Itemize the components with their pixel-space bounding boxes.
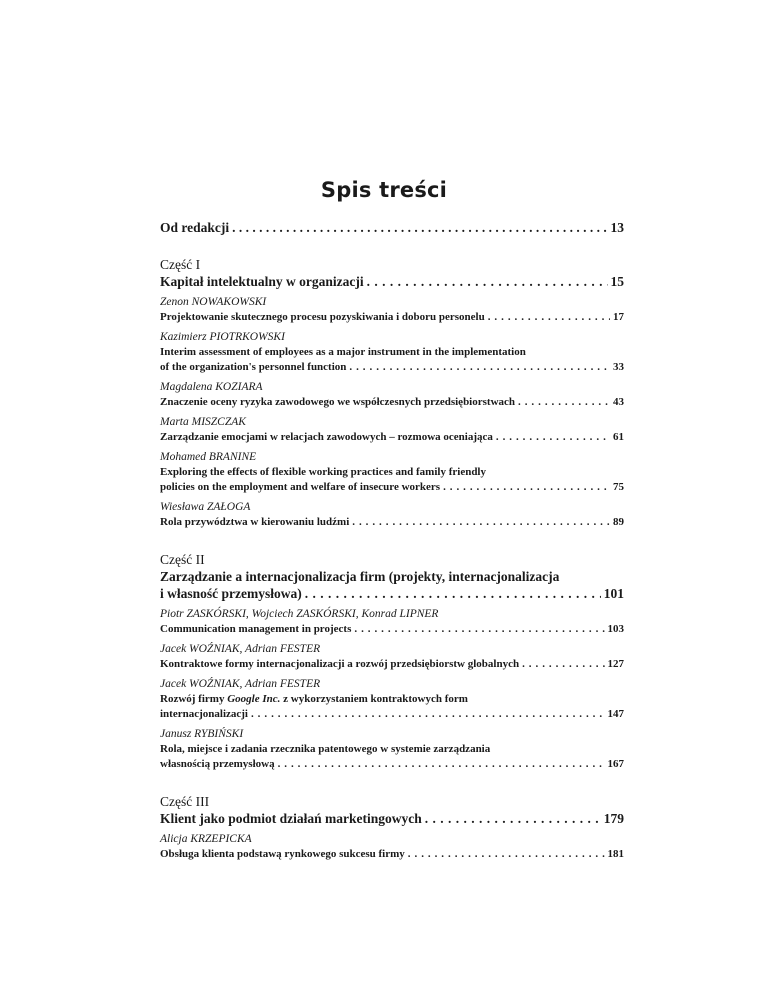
article-title-part: z wykorzystaniem kontraktowych form [280,693,468,705]
toc-page-number: 17 [613,311,624,323]
part-label: Część II [160,552,205,567]
dot-leader [496,430,610,445]
toc-part-2 [160,551,624,602]
dot-leader [352,515,610,530]
section-spacer [160,772,624,793]
article-title: of the organization's personnel function [160,361,347,373]
toc-part-3 [160,793,624,827]
company-name: Google Inc. [227,693,281,705]
dot-leader [522,657,604,672]
article-title: Obsługa klienta podstawą rynkowego sukcesu firmy [160,848,405,860]
article-title: Kontraktowe formy internacjonalizacji a rozwój przedsiębiorstw globalnych [160,658,520,670]
toc-article[interactable] [160,607,624,637]
toc-article[interactable] [160,832,624,862]
article-title-row [160,310,624,325]
part-title: Klient jako podmiot działań marketingowych [160,811,422,826]
article-title-line [160,692,624,707]
part-title: Kapitał intelektualny w organizacji [160,274,364,289]
part-title-row[interactable] [160,810,624,827]
article-title-row [160,515,624,530]
part-label: Część III [160,794,210,809]
article-title: Rola przywództwa w kierowaniu ludźmi [160,516,350,528]
toc-article[interactable] [160,380,624,410]
dot-leader [518,395,610,410]
article-title-line: Interim assessment of employees as a major instrument in the implementation [160,346,526,358]
article-title-row [160,480,624,495]
part-title-row[interactable] [160,585,624,602]
toc-page-number: 147 [607,708,624,720]
article-title-row [160,757,624,772]
article-title-part: Rozwój firmy [160,693,228,705]
article-authors: Marta MISZCZAK [160,416,246,428]
toc-entry-title: Od redakcji [160,220,230,235]
article-title-row [160,430,624,445]
dot-leader [488,310,610,325]
dot-leader [349,360,610,375]
toc-page-number: 179 [603,811,624,826]
part-title-row[interactable] [160,273,624,290]
toc-page-number: 13 [610,220,624,235]
toc-article[interactable] [160,330,624,375]
article-authors: Magdalena KOZIARA [160,381,263,393]
toc-article[interactable] [160,295,624,325]
article-title-row [160,707,624,722]
part-label: Część I [160,257,201,272]
toc-page-number: 33 [613,361,624,373]
article-authors: Jacek WOŹNIAK, Adrian FESTER [160,678,321,690]
dot-leader [251,707,605,722]
toc-page-number: 43 [613,396,624,408]
toc-article[interactable] [160,450,624,495]
toc-part-1 [160,256,624,290]
toc-page-number: 167 [607,758,624,770]
section-spacer [160,530,624,551]
part-title: i własność przemysłowa) [160,586,302,601]
toc-article[interactable] [160,500,624,530]
article-title-row [160,360,624,375]
article-authors: Zenon NOWAKOWSKI [160,296,267,308]
toc-page-number: 89 [613,516,624,528]
article-authors: Piotr ZASKÓRSKI, Wojciech ZASKÓRSKI, Konrad LIPNER [160,608,439,620]
toc-page-number: 75 [613,481,624,493]
dot-leader [232,219,607,236]
article-title-line: Exploring the effects of flexible working practices and family friendly [160,466,486,478]
article-title-row [160,657,624,672]
dot-leader [367,273,608,290]
dot-leader [278,757,605,772]
article-title: internacjonalizacji [160,708,248,720]
dot-leader [354,622,604,637]
toc-page-number: 101 [603,586,624,601]
article-title: Projektowanie skutecznego procesu pozyskiwania i doboru personelu [160,311,485,323]
toc-page-number: 127 [607,658,624,670]
article-title-row [160,622,624,637]
article-title: Communication management in projects [160,623,352,635]
article-title: własnością przemysłową [160,758,275,770]
article-authors: Alicja KRZEPICKA [160,833,252,845]
dot-leader [305,585,601,602]
article-title: policies on the employment and welfare of insecure workers [160,481,441,493]
article-title-row [160,847,624,862]
article-authors: Kazimierz PIOTRKOWSKI [160,331,285,343]
toc-article[interactable] [160,727,624,772]
article-title: Znaczenie oceny ryzyka zawodowego we współczesnych przedsiębiorstwach [160,396,516,408]
article-title-line: Rola, miejsce i zadania rzecznika patentowego w systemie zarządzania [160,743,491,755]
toc-article[interactable] [160,642,624,672]
toc-page-number: 15 [610,274,624,289]
article-authors: Wiesława ZAŁOGA [160,501,251,513]
article-authors: Mohamed BRANINE [160,451,257,463]
part-title-line: Zarządzanie a internacjonalizacja firm (projekty, internacjonalizacja [160,569,560,584]
page-title: Spis treści [320,178,448,202]
toc-page-number: 61 [613,431,624,443]
article-title: Zarządzanie emocjami w relacjach zawodowych – rozmowa oceniająca [160,431,493,443]
article-title-row [160,395,624,410]
dot-leader [443,480,610,495]
toc-page-number: 103 [607,623,624,635]
toc-article[interactable] [160,415,624,445]
dot-leader [408,847,605,862]
toc-article[interactable] [160,677,624,722]
table-of-contents [160,219,624,862]
toc-page-number: 181 [607,848,624,860]
toc-entry-editorial[interactable] [160,219,624,236]
article-authors: Jacek WOŹNIAK, Adrian FESTER [160,643,321,655]
dot-leader [425,810,601,827]
article-authors: Janusz RYBIŃSKI [160,728,244,740]
